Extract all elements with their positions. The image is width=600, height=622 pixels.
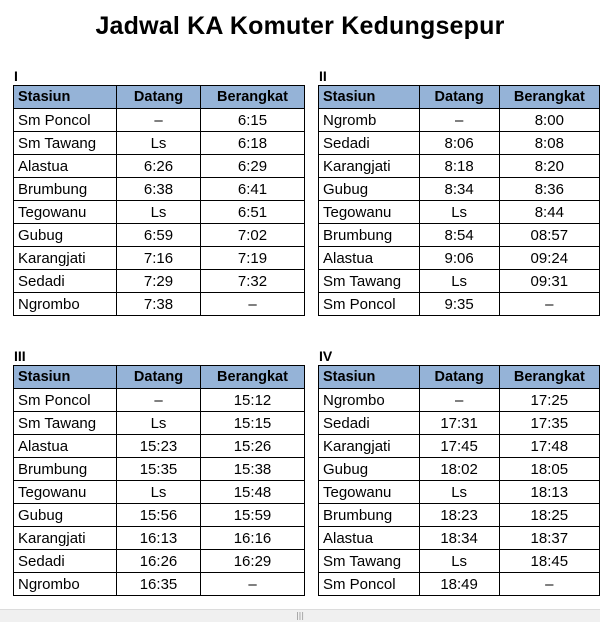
cell-arrival: 17:31 bbox=[419, 412, 499, 435]
cell-station: Tegowanu bbox=[319, 481, 420, 504]
schedule-block-3 bbox=[13, 347, 305, 596]
header-row bbox=[14, 366, 305, 389]
table-row bbox=[319, 527, 600, 550]
table-row bbox=[14, 550, 305, 573]
header-row bbox=[14, 86, 305, 109]
cell-station: Sedadi bbox=[14, 550, 117, 573]
cell-arrival: 6:26 bbox=[117, 155, 201, 178]
table-row bbox=[319, 412, 600, 435]
schedule-body bbox=[319, 109, 600, 316]
cell-station: Karangjati bbox=[14, 527, 117, 550]
schedule-label: II bbox=[319, 68, 327, 84]
table-row bbox=[14, 293, 305, 316]
schedule-block-4 bbox=[318, 347, 600, 596]
table-row bbox=[14, 389, 305, 412]
cell-arrival: 7:29 bbox=[117, 270, 201, 293]
cell-departure: 7:19 bbox=[201, 247, 305, 270]
horizontal-scrollbar[interactable] bbox=[0, 609, 600, 622]
cell-arrival: 18:02 bbox=[419, 458, 499, 481]
header-arrival: Datang bbox=[419, 366, 499, 389]
table-row bbox=[14, 412, 305, 435]
cell-arrival: 16:13 bbox=[117, 527, 201, 550]
cell-arrival: 8:34 bbox=[419, 178, 499, 201]
cell-arrival: 8:06 bbox=[419, 132, 499, 155]
table-row bbox=[319, 389, 600, 412]
cell-arrival: – bbox=[117, 109, 201, 132]
page-title: Jadwal KA Komuter Kedungsepur bbox=[95, 12, 505, 40]
cell-station: Gubug bbox=[319, 458, 420, 481]
cell-station: Tegowanu bbox=[14, 201, 117, 224]
cell-departure: 6:29 bbox=[201, 155, 305, 178]
table-row bbox=[14, 527, 305, 550]
cell-arrival: Ls bbox=[419, 481, 499, 504]
header-departure: Berangkat bbox=[201, 366, 305, 389]
cell-station: Sedadi bbox=[14, 270, 117, 293]
table-row bbox=[14, 155, 305, 178]
table-row bbox=[14, 247, 305, 270]
cell-station: Sm Tawang bbox=[319, 550, 420, 573]
cell-departure: – bbox=[499, 573, 599, 596]
cell-departure: 15:26 bbox=[201, 435, 305, 458]
cell-station: Sm Poncol bbox=[14, 109, 117, 132]
cell-departure: 7:02 bbox=[201, 224, 305, 247]
cell-station: Sm Poncol bbox=[319, 293, 420, 316]
cell-departure: 15:15 bbox=[201, 412, 305, 435]
cell-arrival: 6:59 bbox=[117, 224, 201, 247]
cell-station: Sedadi bbox=[319, 412, 420, 435]
cell-departure: 8:00 bbox=[499, 109, 599, 132]
table-row bbox=[319, 458, 600, 481]
cell-departure: 8:08 bbox=[499, 132, 599, 155]
cell-station: Alastua bbox=[14, 155, 117, 178]
schedule-table bbox=[318, 365, 600, 596]
table-row bbox=[319, 178, 600, 201]
table-row bbox=[319, 573, 600, 596]
cell-arrival: Ls bbox=[117, 412, 201, 435]
cell-station: Ngrombo bbox=[14, 293, 117, 316]
table-row bbox=[319, 109, 600, 132]
header-row bbox=[319, 86, 600, 109]
schedule-body bbox=[14, 389, 305, 596]
header-row bbox=[319, 366, 600, 389]
cell-arrival: 15:35 bbox=[117, 458, 201, 481]
cell-departure: 15:59 bbox=[201, 504, 305, 527]
table-row bbox=[14, 504, 305, 527]
schedule-label: IV bbox=[319, 348, 333, 364]
cell-station: Ngromb bbox=[319, 109, 420, 132]
schedule-label: I bbox=[14, 68, 18, 84]
cell-arrival: 15:23 bbox=[117, 435, 201, 458]
schedule-body bbox=[319, 389, 600, 596]
cell-departure: 16:29 bbox=[201, 550, 305, 573]
cell-station: Ngrombo bbox=[319, 389, 420, 412]
cell-departure: 18:13 bbox=[499, 481, 599, 504]
cell-arrival: 8:54 bbox=[419, 224, 499, 247]
cell-departure: 09:31 bbox=[499, 270, 599, 293]
cell-arrival: 17:45 bbox=[419, 435, 499, 458]
table-row bbox=[319, 481, 600, 504]
table-row bbox=[319, 247, 600, 270]
cell-departure: 09:24 bbox=[499, 247, 599, 270]
table-row bbox=[319, 504, 600, 527]
cell-station: Tegowanu bbox=[14, 481, 117, 504]
cell-station: Brumbung bbox=[319, 504, 420, 527]
schedule-block-2 bbox=[318, 67, 600, 316]
cell-station: Karangjati bbox=[319, 155, 420, 178]
cell-station: Alastua bbox=[319, 247, 420, 270]
table-row bbox=[319, 293, 600, 316]
table-row bbox=[319, 224, 600, 247]
cell-station: Ngrombo bbox=[14, 573, 117, 596]
cell-arrival: – bbox=[117, 389, 201, 412]
cell-arrival: 16:35 bbox=[117, 573, 201, 596]
cell-departure: 8:44 bbox=[499, 201, 599, 224]
cell-station: Alastua bbox=[319, 527, 420, 550]
cell-station: Sm Tawang bbox=[319, 270, 420, 293]
cell-departure: 6:51 bbox=[201, 201, 305, 224]
cell-arrival: Ls bbox=[419, 550, 499, 573]
cell-departure: 8:36 bbox=[499, 178, 599, 201]
header-station: Stasiun bbox=[319, 86, 420, 109]
table-row bbox=[14, 270, 305, 293]
table-row bbox=[319, 132, 600, 155]
table-row bbox=[14, 132, 305, 155]
cell-departure: 08:57 bbox=[499, 224, 599, 247]
cell-station: Sm Poncol bbox=[319, 573, 420, 596]
header-arrival: Datang bbox=[117, 86, 201, 109]
cell-arrival: 8:18 bbox=[419, 155, 499, 178]
cell-arrival: – bbox=[419, 109, 499, 132]
table-row bbox=[14, 109, 305, 132]
cell-departure: – bbox=[499, 293, 599, 316]
cell-arrival: 6:38 bbox=[117, 178, 201, 201]
cell-departure: 17:25 bbox=[499, 389, 599, 412]
schedule-table bbox=[13, 365, 305, 596]
cell-station: Karangjati bbox=[319, 435, 420, 458]
cell-departure: 6:18 bbox=[201, 132, 305, 155]
schedule-table bbox=[318, 85, 600, 316]
cell-arrival: Ls bbox=[117, 132, 201, 155]
cell-arrival: 18:49 bbox=[419, 573, 499, 596]
header-departure: Berangkat bbox=[499, 366, 599, 389]
cell-station: Sedadi bbox=[319, 132, 420, 155]
table-row bbox=[14, 573, 305, 596]
header-station: Stasiun bbox=[14, 86, 117, 109]
cell-station: Tegowanu bbox=[319, 201, 420, 224]
header-arrival: Datang bbox=[419, 86, 499, 109]
cell-station: Sm Tawang bbox=[14, 132, 117, 155]
cell-arrival: 9:35 bbox=[419, 293, 499, 316]
cell-arrival: 7:38 bbox=[117, 293, 201, 316]
cell-arrival: Ls bbox=[117, 201, 201, 224]
cell-departure: – bbox=[201, 573, 305, 596]
cell-arrival: – bbox=[419, 389, 499, 412]
cell-arrival: 18:34 bbox=[419, 527, 499, 550]
cell-departure: 17:35 bbox=[499, 412, 599, 435]
cell-station: Karangjati bbox=[14, 247, 117, 270]
cell-station: Gubug bbox=[14, 224, 117, 247]
cell-departure: 18:45 bbox=[499, 550, 599, 573]
table-row bbox=[319, 201, 600, 224]
cell-arrival: Ls bbox=[419, 201, 499, 224]
schedule-block-1 bbox=[13, 67, 305, 316]
cell-departure: 15:48 bbox=[201, 481, 305, 504]
cell-departure: 18:25 bbox=[499, 504, 599, 527]
table-row bbox=[319, 155, 600, 178]
cell-station: Alastua bbox=[14, 435, 117, 458]
cell-arrival: 18:23 bbox=[419, 504, 499, 527]
cell-arrival: 16:26 bbox=[117, 550, 201, 573]
cell-departure: 6:41 bbox=[201, 178, 305, 201]
table-row bbox=[319, 270, 600, 293]
table-row bbox=[319, 435, 600, 458]
table-row bbox=[14, 481, 305, 504]
cell-arrival: 9:06 bbox=[419, 247, 499, 270]
schedule-body bbox=[14, 109, 305, 316]
cell-departure: – bbox=[201, 293, 305, 316]
header-station: Stasiun bbox=[14, 366, 117, 389]
schedule-label: III bbox=[14, 348, 26, 364]
cell-departure: 17:48 bbox=[499, 435, 599, 458]
cell-departure: 18:05 bbox=[499, 458, 599, 481]
header-departure: Berangkat bbox=[499, 86, 599, 109]
table-row bbox=[14, 224, 305, 247]
header-arrival: Datang bbox=[117, 366, 201, 389]
cell-departure: 6:15 bbox=[201, 109, 305, 132]
schedule-table bbox=[13, 85, 305, 316]
cell-station: Brumbung bbox=[319, 224, 420, 247]
cell-station: Sm Poncol bbox=[14, 389, 117, 412]
header-departure: Berangkat bbox=[201, 86, 305, 109]
table-row bbox=[14, 178, 305, 201]
grip-icon[interactable]: ||| bbox=[295, 611, 305, 620]
cell-departure: 8:20 bbox=[499, 155, 599, 178]
cell-departure: 18:37 bbox=[499, 527, 599, 550]
cell-station: Sm Tawang bbox=[14, 412, 117, 435]
cell-arrival: Ls bbox=[117, 481, 201, 504]
cell-departure: 16:16 bbox=[201, 527, 305, 550]
cell-departure: 15:12 bbox=[201, 389, 305, 412]
cell-station: Brumbung bbox=[14, 458, 117, 481]
cell-arrival: 7:16 bbox=[117, 247, 201, 270]
cell-departure: 7:32 bbox=[201, 270, 305, 293]
cell-station: Brumbung bbox=[14, 178, 117, 201]
table-row bbox=[14, 458, 305, 481]
cell-station: Gubug bbox=[319, 178, 420, 201]
cell-station: Gubug bbox=[14, 504, 117, 527]
header-station: Stasiun bbox=[319, 366, 420, 389]
table-row bbox=[14, 201, 305, 224]
table-row bbox=[319, 550, 600, 573]
cell-arrival: Ls bbox=[419, 270, 499, 293]
cell-arrival: 15:56 bbox=[117, 504, 201, 527]
cell-departure: 15:38 bbox=[201, 458, 305, 481]
table-row bbox=[14, 435, 305, 458]
